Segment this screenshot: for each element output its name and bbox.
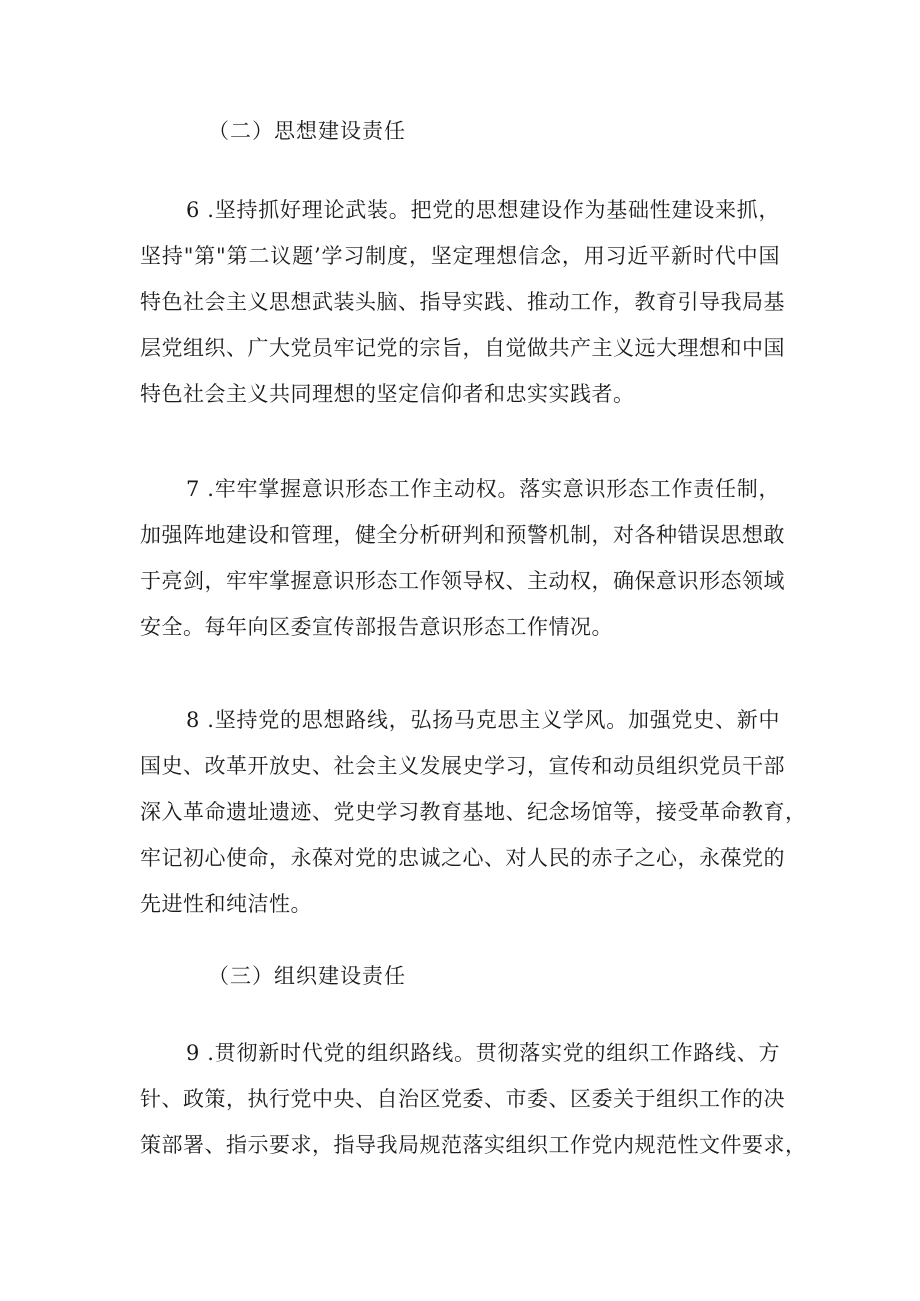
paragraph-line: 特色社会主义思想武装头脑、指导实践、推动工作，教育引导我局基 xyxy=(140,290,785,314)
paragraph-line: 6 .坚持抓好理论武装。把党的思想建设作为基础性建设来抓， xyxy=(186,198,780,222)
section-heading-organization: （三）组织建设责任 xyxy=(208,964,406,988)
paragraph-line: 9 .贯彻新时代党的组织路线。贯彻落实党的组织工作路线、方 xyxy=(186,1041,780,1065)
paragraph-line: 针、政策，执行党中央、自治区党委、市委、区委关于组织工作的决 xyxy=(140,1087,785,1111)
paragraph-line: 特色社会主义共同理想的坚定信仰者和忠实实践者。 xyxy=(140,382,635,406)
paragraph-line: 层党组织、广大党员牢记党的宗旨，自觉做共产主义远大理想和中国 xyxy=(140,336,785,360)
section-heading-ideology: （二）思想建设责任 xyxy=(208,119,406,143)
paragraph-7 xyxy=(140,466,785,650)
paragraph-line: 牢记初心使命，永葆对党的忠诚之心、对人民的赤子之心，永葆党的 xyxy=(140,846,785,870)
paragraph-line: 先进性和纯洁性。 xyxy=(140,892,312,916)
paragraph-8 xyxy=(140,697,807,927)
paragraph-line: 国史、改革开放史、社会主义发展史学习，宣传和动员组织党员干部 xyxy=(140,754,785,778)
paragraph-6 xyxy=(140,187,785,417)
paragraph-line: 8 .坚持党的思想路线，弘扬马克思主义学风。加强党史、新中 xyxy=(186,708,780,732)
paragraph-9 xyxy=(140,1030,807,1168)
paragraph-line: 安全。每年向区委宣传部报告意识形态工作情况。 xyxy=(140,615,613,639)
paragraph-line: 深入革命遗址遗迹、党史学习教育基地、纪念场馆等，接受革命教育， xyxy=(140,800,807,824)
paragraph-line: 策部署、指示要求，指导我局规范落实组织工作党内规范性文件要求， xyxy=(140,1133,807,1157)
paragraph-line: 坚持"第"第二议题’学习制度，坚定理想信念，用习近平新时代中国 xyxy=(140,244,780,268)
paragraph-line: 于亮剑，牢牢掌握意识形态工作领导权、主动权，确保意识形态领域 xyxy=(140,569,785,593)
paragraph-line: 7 .牢牢掌握意识形态工作主动权。落实意识形态工作责任制， xyxy=(186,477,780,501)
paragraph-line: 加强阵地建设和管理，健全分析研判和预警机制，对各种错误思想敢 xyxy=(140,523,785,547)
